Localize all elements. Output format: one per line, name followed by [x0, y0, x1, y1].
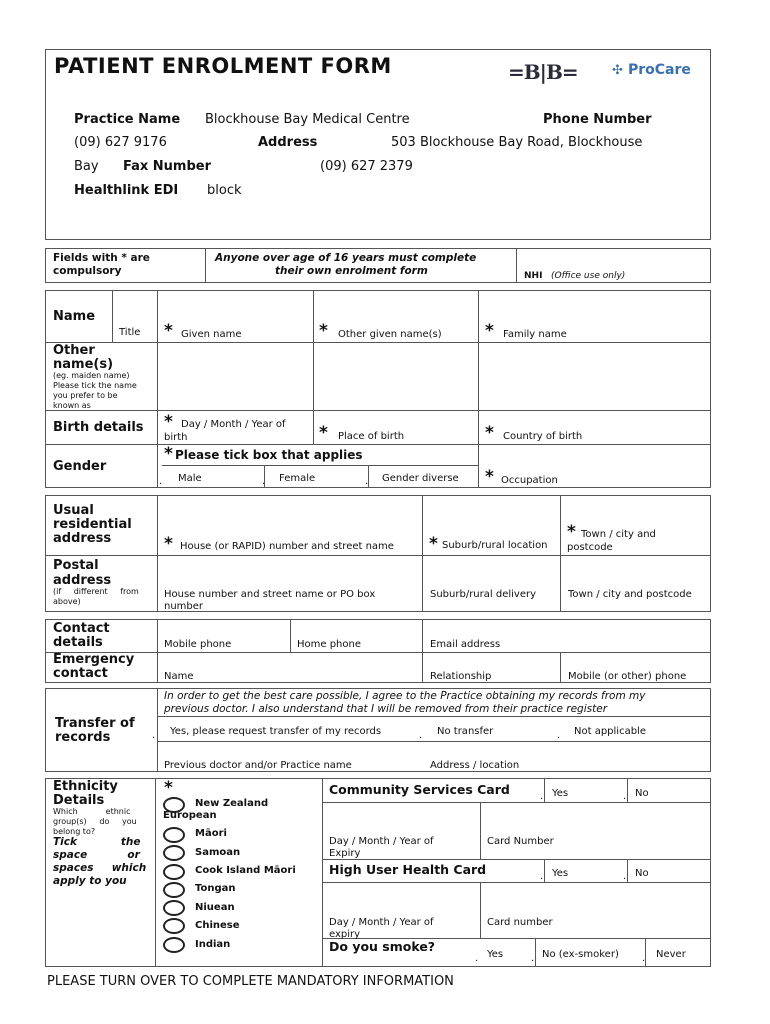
gender-label: Gender — [53, 459, 107, 474]
eth-samoan: Samoan — [195, 847, 241, 858]
eth-tongan: Tongan — [195, 883, 236, 894]
page-title: PATIENT ENROLMENT FORM — [54, 54, 392, 78]
csc-label: Community Services Card — [329, 782, 510, 797]
huhc-expiry-line2: expiry — [329, 929, 361, 940]
huhc-label: High User Health Card — [329, 862, 487, 877]
postal-town-field[interactable]: Town / city and postcode — [568, 589, 692, 600]
procare-logo: ProCare — [628, 62, 691, 78]
fax-label: Fax Number — [123, 159, 212, 174]
relationship-field[interactable]: Relationship — [430, 671, 492, 682]
procare-logo-icon: ✣ — [612, 63, 623, 78]
edi-value: block — [207, 183, 242, 198]
practice-name-label: Practice Name — [74, 112, 181, 127]
usual-address-label-1: Usual — [53, 503, 94, 518]
usual-address-label-2: residential — [53, 517, 132, 532]
other-name-field-1[interactable] — [158, 343, 313, 409]
other-given-star: * — [319, 321, 328, 341]
smoke-never-checkbox[interactable]: . — [642, 953, 646, 964]
tongan-radio[interactable] — [163, 882, 185, 898]
transfer-label-1: Transfer of — [55, 716, 135, 731]
place-of-birth-field[interactable]: Place of birth — [338, 431, 405, 442]
eth-maori: Māori — [195, 828, 227, 839]
postal-note-1: (if different from — [53, 587, 139, 596]
house-star: * — [164, 534, 173, 554]
transfer-text-line2: previous doctor. I also understand that I will be removed from their practice register — [164, 703, 608, 715]
huhc-yes-option: Yes — [552, 868, 569, 879]
ethnicity-note-3: belong to? — [53, 827, 96, 836]
age-note-line1: Anyone over age of 16 years must complete — [215, 252, 477, 264]
home-phone-field[interactable]: Home phone — [297, 639, 362, 650]
gender-star: * — [164, 444, 173, 464]
town-field-line2: postcode — [567, 542, 613, 553]
emergency-mobile-field[interactable]: Mobile (or other) phone — [568, 671, 687, 682]
town-star: * — [567, 522, 576, 542]
postal-note-2: above) — [53, 597, 81, 606]
dob-field-line2: birth — [164, 432, 188, 443]
birth-details-label: Birth details — [53, 420, 144, 435]
transfer-na-checkbox[interactable]: . — [557, 730, 561, 741]
name-label: Name — [53, 309, 96, 324]
csc-no-option: No — [635, 788, 649, 799]
email-field[interactable]: Email address — [430, 639, 501, 650]
previous-address-field[interactable]: Address / location — [430, 760, 520, 771]
smoke-never-option: Never — [656, 949, 686, 960]
previous-doctor-field[interactable]: Previous doctor and/or Practice name — [164, 760, 352, 771]
other-name-field-3[interactable] — [479, 343, 710, 409]
maori-radio[interactable] — [163, 827, 185, 843]
postal-address-label-2: address — [53, 573, 112, 588]
niuean-radio[interactable] — [163, 900, 185, 916]
ethnicity-label-2: Details — [53, 793, 105, 808]
huhc-expiry-field[interactable]: Day / Month / Year of — [329, 917, 434, 928]
eth-nz-european: New Zealand — [195, 798, 269, 809]
dob-field[interactable]: Day / Month / Year of — [181, 419, 286, 430]
other-names-note-2: Please tick the name — [53, 381, 137, 390]
eth-niuean: Niuean — [195, 902, 235, 913]
chinese-radio[interactable] — [163, 918, 185, 934]
phone-number: (09) 627 9176 — [74, 135, 167, 150]
transfer-yes-option: Yes, please request transfer of my records — [170, 726, 382, 737]
eth-cook-island: Cook Island Māori — [195, 865, 296, 876]
country-of-birth-field[interactable]: Country of birth — [503, 431, 583, 442]
nhi-note: (Office use only) — [551, 271, 626, 281]
female-option: Female — [279, 473, 316, 484]
given-name-star: * — [164, 321, 173, 341]
address-label: Address — [258, 135, 318, 150]
csc-number-field[interactable]: Card Number — [487, 836, 554, 847]
other-names-label1: Other — [53, 343, 95, 358]
gender-diverse-option: Gender diverse — [382, 473, 459, 484]
huhc-number-field[interactable]: Card number — [487, 917, 553, 928]
family-name-star: * — [485, 321, 494, 341]
occupation-star: * — [485, 467, 494, 487]
ethnicity-tick-3: spaces which — [53, 862, 147, 874]
ethnicity-note-2: group(s) do you — [53, 817, 137, 826]
csc-no-checkbox[interactable]: . — [623, 791, 627, 802]
eth-chinese: Chinese — [195, 920, 240, 931]
bhb-logo: =B|B= — [508, 60, 578, 84]
ethnicity-note-1: Which ethnic — [53, 807, 131, 816]
csc-yes-checkbox[interactable]: . — [540, 791, 544, 802]
smoke-yes-checkbox[interactable]: . — [475, 953, 479, 964]
footer-note: PLEASE TURN OVER TO COMPLETE MANDATORY INFORMATION — [47, 974, 454, 989]
transfer-yes-checkbox[interactable]: . — [152, 730, 156, 741]
ethnicity-tick-1: Tick the — [53, 836, 141, 848]
smoke-ex-option: No (ex-smoker) — [542, 949, 619, 960]
tick-box-instruction: Please tick box that applies — [175, 448, 363, 462]
other-name-field-2[interactable] — [314, 343, 478, 409]
town-field[interactable]: Town / city and — [581, 529, 656, 540]
contact-label-1: Contact — [53, 621, 110, 636]
fax-number: (09) 627 2379 — [320, 159, 413, 174]
huhc-no-option: No — [635, 868, 649, 879]
ethnicity-tick-4: apply to you — [53, 875, 127, 887]
practice-name: Blockhouse Bay Medical Centre — [205, 112, 410, 127]
smoke-yes-option: Yes — [487, 949, 504, 960]
postal-house-field[interactable]: House number and street name or PO box — [164, 589, 376, 600]
suburb-star: * — [429, 534, 438, 554]
transfer-na-option: Not applicable — [574, 726, 646, 737]
compulsory-note: Fields with * are compulsory — [53, 252, 150, 277]
family-name-field[interactable]: Family name — [503, 329, 567, 340]
ethnicity-star: * — [164, 778, 173, 798]
emergency-label-1: Emergency — [53, 652, 135, 667]
samoan-radio[interactable] — [163, 845, 185, 861]
indian-radio[interactable] — [163, 937, 185, 953]
suburb-rural-field[interactable]: Suburb/rural location — [442, 540, 548, 551]
male-option: Male — [178, 473, 202, 484]
ethnicity-tick-2: space or — [53, 849, 140, 861]
cook-island-radio[interactable] — [163, 864, 185, 880]
male-checkbox[interactable]: . — [159, 476, 163, 487]
place-birth-star: * — [319, 423, 328, 443]
transfer-text-line1: In order to get the best care possible, I agree to the Practice obtaining my records from my — [164, 690, 646, 702]
address-line1: 503 Blockhouse Bay Road, Blockhouse — [391, 135, 643, 150]
transfer-label-2: records — [55, 730, 111, 745]
occupation-field[interactable]: Occupation — [501, 475, 558, 486]
eth-nz-european-line2: European — [163, 810, 217, 821]
age-note-line2: their own enrolment form — [275, 265, 428, 277]
ethnicity-label-1: Ethnicity — [53, 779, 118, 794]
csc-expiry-field[interactable]: Day / Month / Year of — [329, 836, 434, 847]
smoke-label: Do you smoke? — [329, 939, 436, 954]
emergency-label-2: contact — [53, 666, 108, 681]
transfer-no-option: No transfer — [437, 726, 494, 737]
smoke-ex-checkbox[interactable]: . — [531, 953, 535, 964]
edi-label: Healthlink EDI — [74, 183, 179, 198]
transfer-no-checkbox[interactable]: . — [419, 730, 423, 741]
dob-star: * — [164, 412, 173, 432]
other-given-name-field[interactable]: Other given name(s) — [338, 329, 442, 340]
postal-address-label-1: Postal — [53, 558, 99, 573]
huhc-no-checkbox[interactable]: . — [623, 871, 627, 882]
nhi-label: NHI — [524, 271, 543, 281]
other-names-note-1: (eg. maiden name) — [53, 371, 130, 380]
other-names-label2: name(s) — [53, 357, 114, 372]
usual-address-label-3: address — [53, 531, 112, 546]
female-checkbox[interactable]: . — [262, 476, 266, 487]
csc-yes-option: Yes — [552, 788, 569, 799]
address-line2: Bay — [74, 159, 99, 174]
emergency-name-field[interactable]: Name — [164, 671, 194, 682]
mobile-phone-field[interactable]: Mobile phone — [164, 639, 232, 650]
csc-expiry-line2: Expiry — [329, 848, 361, 859]
other-names-note-3: you prefer to be — [53, 391, 118, 400]
given-name-field[interactable]: Given name — [181, 329, 242, 340]
eth-indian: Indian — [195, 939, 231, 950]
title-field[interactable]: Title — [119, 327, 141, 338]
suburb-delivery-field[interactable]: Suburb/rural delivery — [430, 589, 537, 600]
gender-diverse-checkbox[interactable]: . — [365, 476, 369, 487]
other-names-note-4: known as — [53, 401, 91, 410]
phone-label: Phone Number — [543, 112, 652, 127]
huhc-yes-checkbox[interactable]: . — [540, 871, 544, 882]
country-birth-star: * — [485, 423, 494, 443]
postal-house-line2: number — [164, 601, 204, 612]
contact-label-2: details — [53, 635, 103, 650]
house-field[interactable]: House (or RAPID) number and street name — [180, 541, 394, 552]
